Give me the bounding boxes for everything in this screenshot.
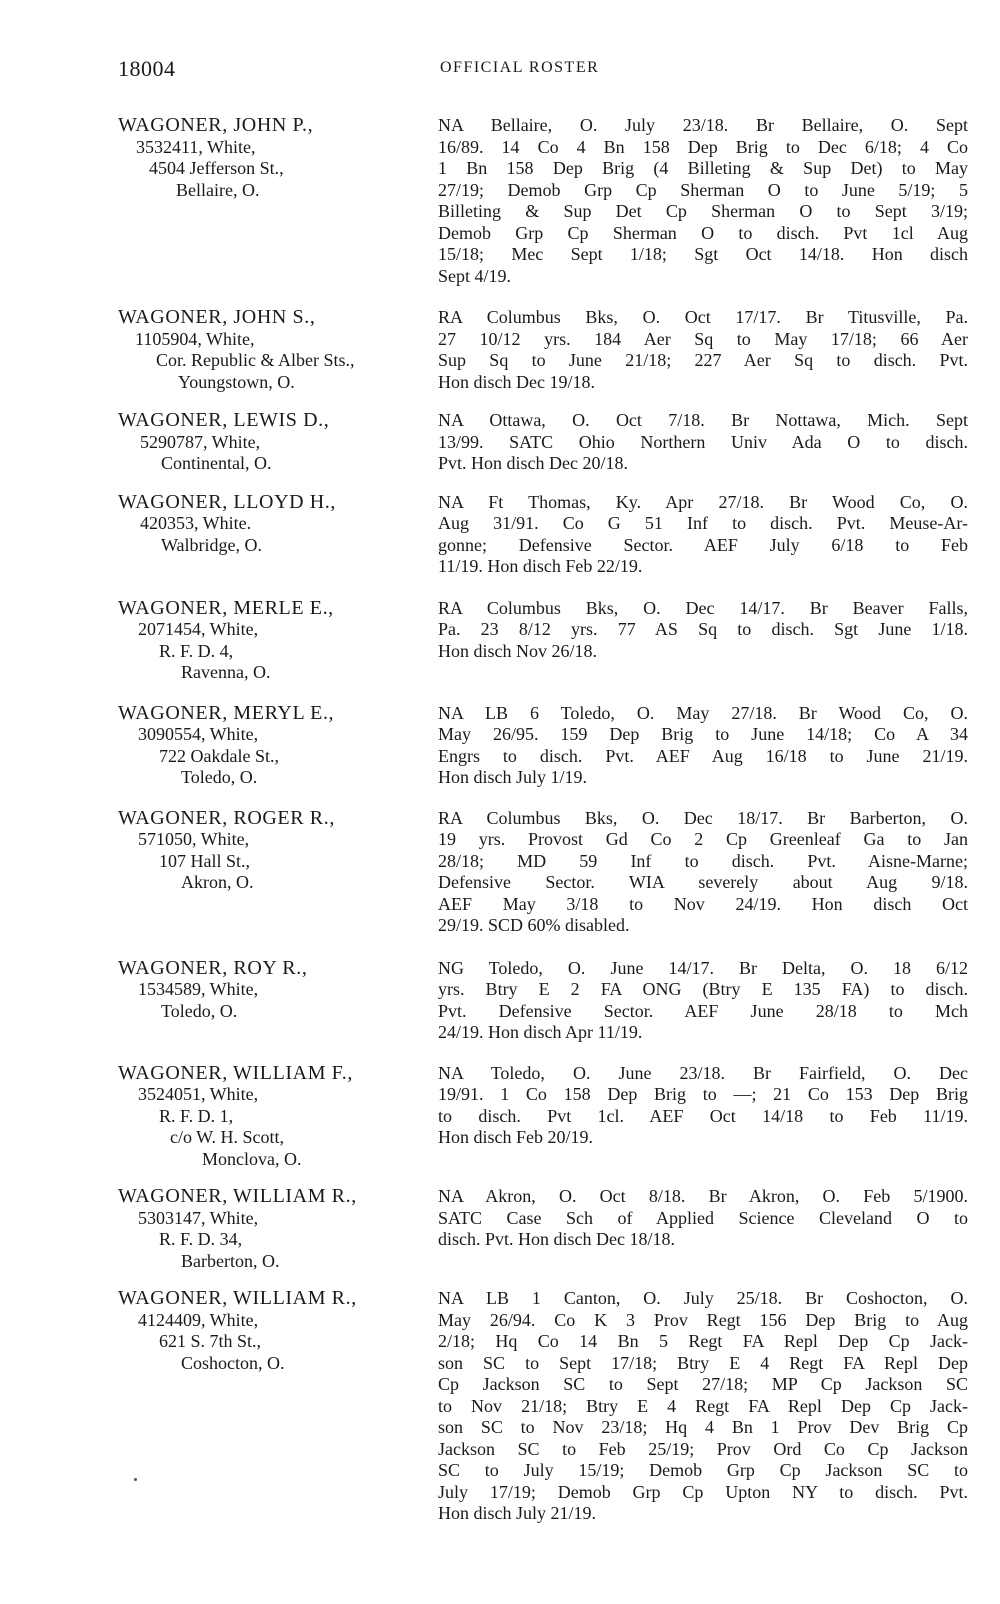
roster-entry xyxy=(118,492,968,578)
service-record-line: Jackson SC to Feb 25/19; Prov Ord Co Cp Jackson xyxy=(438,1438,968,1459)
service-record xyxy=(438,598,968,663)
service-record-line: son SC to Nov 23/18; Hq 4 Bn 1 Prov Dev Brig Cp xyxy=(438,1417,968,1437)
soldier-detail-line: 5290787, White, xyxy=(140,431,261,452)
service-record-line: Sup Sq to June 21/18; 227 Aer Sq to disch. Pvt. xyxy=(438,350,968,370)
soldier-detail-line: R. F. D. 1, xyxy=(159,1105,234,1126)
soldier-identity xyxy=(118,115,438,201)
service-record xyxy=(438,1063,968,1149)
soldier-detail-line: c/o W. H. Scott, xyxy=(170,1127,285,1147)
soldier-detail-line: 2071454, White, xyxy=(138,619,259,639)
service-record-line: Cp Jackson SC to Sept 27/18; MP Cp Jackson SC xyxy=(438,1374,968,1394)
soldier-detail-line: 3090554, White, xyxy=(138,724,259,744)
soldier-detail-line: Continental, O. xyxy=(161,453,272,473)
service-record-line: July 17/19; Demob Grp Cp Upton NY to disch. Pvt. xyxy=(438,1481,968,1502)
service-record-line: 24/19. Hon disch Apr 11/19. xyxy=(438,1022,643,1042)
service-record-line: SATC Case Sch of Applied Science Cleveland O to xyxy=(438,1207,968,1228)
service-record-line: 27/19; Demob Grp Cp Sherman O to June 5/19; 5 xyxy=(438,179,968,200)
roster-entry xyxy=(118,1288,968,1525)
soldier-detail-line: Ravenna, O. xyxy=(181,662,271,682)
soldier-name: WAGONER, MERLE E., xyxy=(118,596,334,619)
service-record-line: 28/18; MD 59 Inf to disch. Pvt. Aisne-Marne; xyxy=(438,850,968,871)
soldier-detail-line: 1534589, White, xyxy=(138,979,259,999)
service-record xyxy=(438,1186,968,1251)
soldier-name: WAGONER, MERYL E., xyxy=(118,701,335,724)
soldier-identity xyxy=(118,598,438,684)
soldier-identity xyxy=(118,492,438,557)
service-record-line: gonne; Defensive Sector. AEF July 6/18 to Feb xyxy=(438,534,968,555)
service-record-line: NA Ft Thomas, Ky. Apr 27/18. Br Wood Co, O. xyxy=(438,491,968,512)
service-record-line: Pvt. Hon disch Dec 20/18. xyxy=(438,453,628,473)
roster-entries xyxy=(118,115,968,1525)
service-record-line: 16/89. 14 Co 4 Bn 158 Dep Brig to Dec 6/18; 4 Co xyxy=(438,136,968,157)
roster-entry xyxy=(118,703,968,789)
service-record-line: Pvt. Defensive Sector. AEF June 28/18 to Mch xyxy=(438,1000,968,1021)
service-record-line: 29/19. SCD 60% disabled. xyxy=(438,915,630,935)
soldier-name: WAGONER, ROY R., xyxy=(118,956,308,979)
service-record xyxy=(438,307,968,393)
service-record-line: RA Columbus Bks, O. Oct 17/17. Br Titusville, Pa. xyxy=(438,307,968,327)
service-record-line: RA Columbus Bks, O. Dec 18/17. Br Barberton, O. xyxy=(438,807,968,828)
soldier-name: WAGONER, WILLIAM R., xyxy=(118,1287,357,1309)
service-record-line: son SC to Sept 17/18; Btry E 4 Regt FA Repl Dep xyxy=(438,1352,968,1373)
service-record xyxy=(438,492,968,578)
service-record-line: yrs. Btry E 2 FA ONG (Btry E 135 FA) to disch. xyxy=(438,979,968,999)
soldier-name: WAGONER, LLOYD H., xyxy=(118,490,336,513)
roster-entry xyxy=(118,115,968,287)
soldier-detail-line: 1105904, White, xyxy=(135,328,255,349)
soldier-detail-line: 3532411, White, xyxy=(136,136,256,157)
soldier-identity xyxy=(118,808,438,894)
soldier-name: WAGONER, WILLIAM R., xyxy=(118,1185,357,1207)
service-record-line: disch. Pvt. Hon disch Dec 18/18. xyxy=(438,1229,675,1249)
service-record xyxy=(438,703,968,789)
soldier-detail-line: 107 Hall St., xyxy=(159,850,251,871)
service-record-line: to Nov 21/18; Btry E 4 Regt FA Repl Dep Cp Jack- xyxy=(438,1395,968,1416)
service-record-line: SC to July 15/19; Demob Grp Cp Jackson SC to xyxy=(438,1460,968,1480)
soldier-name: WAGONER, JOHN S., xyxy=(118,306,316,328)
roster-entry xyxy=(118,1063,968,1171)
service-record-line: Hon disch July 1/19. xyxy=(438,767,588,787)
soldier-detail-line: 420353, White. xyxy=(140,513,252,533)
soldier-identity xyxy=(118,1063,438,1171)
service-record xyxy=(438,958,968,1044)
service-record-line: AEF May 3/18 to Nov 24/19. Hon disch Oct xyxy=(438,893,968,914)
soldier-detail-line: 4124409, White, xyxy=(138,1309,259,1330)
service-record-line: Pa. 23 8/12 yrs. 77 AS Sq to disch. Sgt June 1/18. xyxy=(438,619,968,639)
roster-entry xyxy=(118,1186,968,1272)
service-record-line: 19/91. 1 Co 158 Dep Brig to —; 21 Co 153 Dep Brig xyxy=(438,1084,968,1104)
soldier-detail-line: R. F. D. 4, xyxy=(159,640,234,661)
service-record-line: 11/19. Hon disch Feb 22/19. xyxy=(438,556,643,576)
service-record-line: NA LB 1 Canton, O. July 25/18. Br Coshocton, O. xyxy=(438,1288,968,1308)
soldier-detail-line: 5303147, White, xyxy=(138,1207,259,1228)
service-record xyxy=(438,808,968,937)
service-record-line: 19 yrs. Provost Gd Co 2 Cp Greenleaf Ga to Jan xyxy=(438,829,968,849)
service-record-line: Hon disch July 21/19. xyxy=(438,1503,597,1523)
service-record-line: 13/99. SATC Ohio Northern Univ Ada O to disch. xyxy=(438,431,968,452)
soldier-detail-line: Coshocton, O. xyxy=(181,1352,285,1373)
soldier-detail-line: Barberton, O. xyxy=(181,1250,280,1271)
service-record-line: 15/18; Mec Sept 1/18; Sgt Oct 14/18. Hon disch xyxy=(438,244,968,264)
service-record-line: NA Toledo, O. June 23/18. Br Fairfield, O. Dec xyxy=(438,1062,968,1083)
service-record xyxy=(438,1288,968,1525)
soldier-identity xyxy=(118,703,438,789)
service-record-line: 2/18; Hq Co 14 Bn 5 Regt FA Repl Dep Cp Jack- xyxy=(438,1331,968,1351)
service-record-line: Hon disch Dec 19/18. xyxy=(438,371,595,392)
soldier-detail-line: 722 Oakdale St., xyxy=(159,745,279,766)
roster-entry xyxy=(118,808,968,937)
roster-entry xyxy=(118,958,968,1044)
page-number: 18004 xyxy=(118,56,176,81)
service-record-line: NA Bellaire, O. July 23/18. Br Bellaire, O. Sept xyxy=(438,115,968,135)
soldier-detail-line: 3524051, White, xyxy=(138,1084,259,1104)
roster-entry xyxy=(118,307,968,393)
soldier-name: WAGONER, WILLIAM F., xyxy=(118,1061,354,1084)
soldier-identity xyxy=(118,1288,438,1374)
service-record-line: Demob Grp Cp Sherman O to disch. Pvt 1cl Aug xyxy=(438,222,968,243)
soldier-name: WAGONER, ROGER R., xyxy=(118,806,335,829)
service-record-line: May 26/94. Co K 3 Prov Regt 156 Dep Brig to Aug xyxy=(438,1309,968,1330)
service-record-line: 1 Bn 158 Dep Brig (4 Billeting & Sup Det) to May xyxy=(438,158,968,178)
soldier-detail-line: Cor. Republic & Alber Sts., xyxy=(156,350,355,370)
service-record-line: RA Columbus Bks, O. Dec 14/17. Br Beaver Falls, xyxy=(438,597,968,618)
service-record-line: Hon disch Nov 26/18. xyxy=(438,640,597,661)
service-record xyxy=(438,410,968,475)
soldier-detail-line: 4504 Jefferson St., xyxy=(149,158,284,178)
soldier-detail-line: Walbridge, O. xyxy=(161,534,263,555)
service-record-line: Engrs to disch. Pvt. AEF Aug 16/18 to June 21/19. xyxy=(438,745,968,766)
soldier-detail-line: Toledo, O. xyxy=(161,1000,238,1021)
soldier-identity xyxy=(118,1186,438,1272)
soldier-detail-line: 621 S. 7th St., xyxy=(159,1331,262,1351)
service-record-line: Sept 4/19. xyxy=(438,265,512,286)
service-record-line: May 26/95. 159 Dep Brig to June 14/18; Co A 34 xyxy=(438,724,968,744)
soldier-name: WAGONER, LEWIS D., xyxy=(118,409,330,431)
service-record xyxy=(438,115,968,287)
service-record-line: 27 10/12 yrs. 184 Aer Sq to May 17/18; 66 Aer xyxy=(438,328,968,349)
soldier-detail-line: Monclova, O. xyxy=(202,1148,302,1169)
soldier-detail-line: Bellaire, O. xyxy=(176,179,260,200)
soldier-detail-line: Youngstown, O. xyxy=(178,371,295,392)
service-record-line: Defensive Sector. WIA severely about Aug 9/18. xyxy=(438,872,968,892)
soldier-identity xyxy=(118,410,438,475)
soldier-detail-line: 571050, White, xyxy=(138,829,250,849)
service-record-line: Billeting & Sup Det Cp Sherman O to Sept 3/19; xyxy=(438,201,968,221)
service-record-line: to disch. Pvt 1cl. AEF Oct 14/18 to Feb 11/19. xyxy=(438,1105,968,1126)
stray-dot-mark xyxy=(134,1478,137,1481)
service-record-line: Aug 31/91. Co G 51 Inf to disch. Pvt. Meuse-Ar- xyxy=(438,513,968,533)
soldier-identity xyxy=(118,307,438,393)
service-record-line: Hon disch Feb 20/19. xyxy=(438,1127,593,1147)
soldier-name: WAGONER, JOHN P., xyxy=(118,114,314,136)
running-head: OFFICIAL ROSTER xyxy=(440,59,600,76)
service-record-line: NA LB 6 Toledo, O. May 27/18. Br Wood Co, O. xyxy=(438,702,968,723)
soldier-identity xyxy=(118,958,438,1023)
service-record-line: NA Akron, O. Oct 8/18. Br Akron, O. Feb 5/1900. xyxy=(438,1186,968,1206)
soldier-detail-line: Akron, O. xyxy=(181,872,254,892)
soldier-detail-line: R. F. D. 34, xyxy=(159,1229,243,1249)
roster-entry xyxy=(118,598,968,684)
roster-entry xyxy=(118,410,968,475)
soldier-detail-line: Toledo, O. xyxy=(181,767,258,787)
service-record-line: NG Toledo, O. June 14/17. Br Delta, O. 18 6/12 xyxy=(438,957,968,978)
service-record-line: NA Ottawa, O. Oct 7/18. Br Nottawa, Mich. Sept xyxy=(438,410,968,430)
